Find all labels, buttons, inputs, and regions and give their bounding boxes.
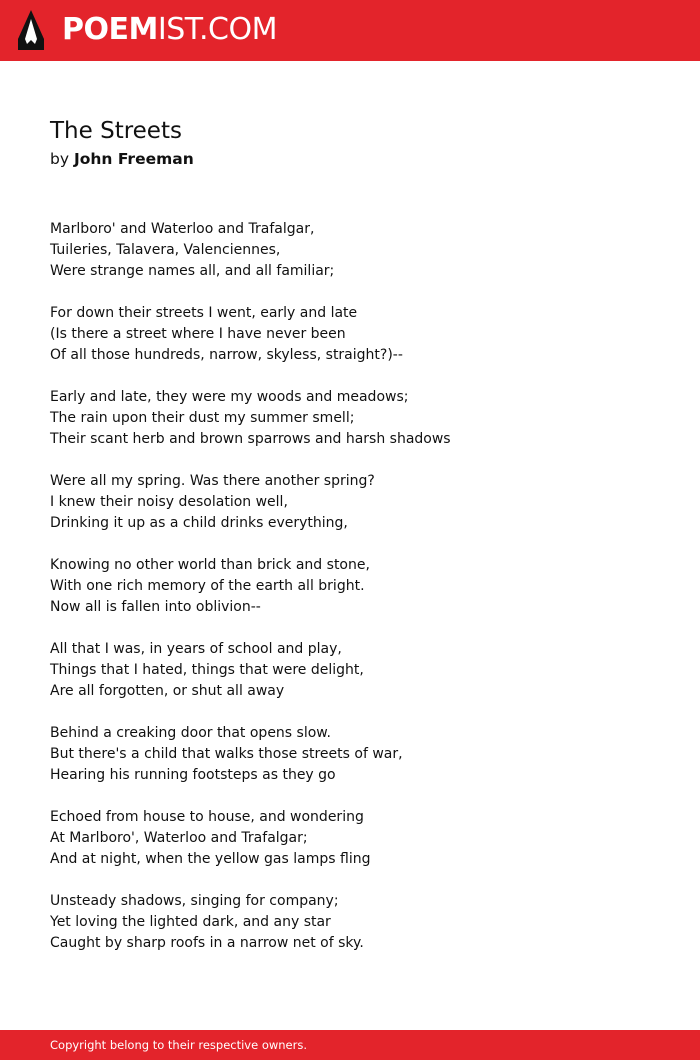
poem-stanza: [50, 639, 650, 702]
copyright-text: Copyright belong to their respective owners.: [50, 1038, 308, 1052]
poem-line: Were strange names all, and all familiar;: [50, 263, 335, 279]
poem-stanza: [50, 471, 650, 534]
poem-stanza: [50, 303, 650, 366]
poem-line: Their scant herb and brown sparrows and harsh shadows: [50, 431, 451, 447]
pencil-tip-icon[interactable]: [17, 9, 45, 51]
poem-line: Things that I hated, things that were delight,: [50, 662, 364, 678]
poem-line: All that I was, in years of school and play,: [50, 641, 342, 657]
author-name: John Freeman: [73, 150, 194, 168]
poem-line: Yet loving the lighted dark, and any star: [50, 914, 331, 930]
poem-line: Were all my spring. Was there another spring?: [50, 473, 375, 489]
site-footer: [0, 1030, 700, 1060]
poem-line: Are all forgotten, or shut all away: [50, 683, 285, 699]
logo-text-bold: POEM: [62, 12, 158, 47]
poem-stanza: [50, 807, 650, 870]
poem-line: I knew their noisy desolation well,: [50, 494, 288, 510]
poem-stanza: [50, 219, 650, 282]
poem-line: At Marlboro', Waterloo and Trafalgar;: [50, 830, 308, 846]
poem-line: Caught by sharp roofs in a narrow net of sky.: [50, 935, 364, 951]
poem-stanza: [50, 891, 650, 954]
poem-line: Marlboro' and Waterloo and Trafalgar,: [50, 221, 315, 237]
poem-line: Behind a creaking door that opens slow.: [50, 725, 331, 741]
poem-line: (Is there a street where I have never been: [50, 326, 346, 342]
poem-body: [50, 219, 650, 975]
poem-line: Drinking it up as a child drinks everything,: [50, 515, 348, 531]
poem-line: Echoed from house to house, and wondering: [50, 809, 364, 825]
poem-stanza: [50, 387, 650, 450]
poem-line: Now all is fallen into oblivion--: [50, 599, 261, 615]
poem-line: With one rich memory of the earth all bright.: [50, 578, 365, 594]
poem-line: Of all those hundreds, narrow, skyless, straight?)--: [50, 347, 403, 363]
poem-line: Unsteady shadows, singing for company;: [50, 893, 339, 909]
poem-title: The Streets: [50, 118, 182, 144]
poem-line: But there's a child that walks those streets of war,: [50, 746, 403, 762]
site-header: [0, 0, 700, 61]
logo-text-light: IST.COM: [157, 12, 277, 47]
poem-stanza: [50, 555, 650, 618]
poem-line: The rain upon their dust my summer smell;: [50, 410, 355, 426]
poem-line: For down their streets I went, early and late: [50, 305, 358, 321]
poem-line: Hearing his running footsteps as they go: [50, 767, 336, 783]
site-logo[interactable]: [62, 12, 277, 48]
byline-label: by: [50, 150, 70, 168]
poem-line: And at night, when the yellow gas lamps fling: [50, 851, 371, 867]
poem-stanza: [50, 723, 650, 786]
poem-line: Tuileries, Talavera, Valenciennes,: [50, 242, 281, 258]
poem-line: Early and late, they were my woods and meadows;: [50, 389, 409, 405]
poem-byline: [50, 149, 194, 169]
poem-line: Knowing no other world than brick and stone,: [50, 557, 370, 573]
